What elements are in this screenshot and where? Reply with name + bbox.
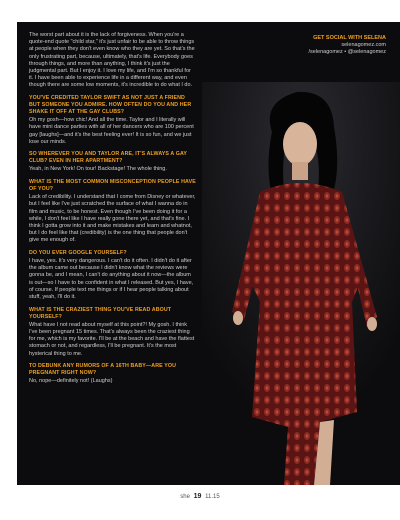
social-heading: GET SOCIAL WITH SELENA — [313, 35, 386, 41]
social-block — [308, 35, 386, 56]
social-site: selenagomez.com — [341, 42, 386, 48]
social-handles: /selenagomez • @selenagomez — [308, 49, 386, 55]
issue-date: 11.15 — [205, 494, 220, 500]
intro-paragraph: The worst part about it is the lack of forgiveness. When you're a quote-end quote "child star," it's just unfair to be able to throw things at people when they don't even know who they are yet. So that's the only frustrating part, because, ultimately, that's life. Everybody goes through things, and more than anything, I think it's just the judgmental part. But I enjoy it. I love my life, and I'm so thankful for it. I have been able to experience life in a different way, and even though there are some low moments, it's incredible to do what I do. — [29, 32, 195, 89]
answer-1: Oh my gosh—how chic! And all the time. Taylor and I literally will have mini dance parties with all of her dancers who are 100 percent gay [laughs]—and it's the best feeling ever! It is so fun, and we just lose our minds. — [29, 117, 194, 145]
answer-5: What have I not read about myself at this point?! My gosh. I think I've been pregnant 15 times. That's always been the craziest thing for me, which is my favorite. I'll be at the beach and have the flattest stomach or not, and regardless, I'll be pregnant. It's the most hysterical thing to me. — [29, 321, 195, 357]
dark-spread — [17, 22, 400, 485]
portrait-photo — [202, 82, 400, 485]
answer-3: Lack of credibility. I understand that I come from Disney or whatever, but I feel like I've just scratched the surface of what I wanna do in film and music, to be honest. Even though I've been doing it for a while, I don't feel like I have really gone there yet, and that's fine. I think I gotta grow into it and make mistakes and learn and whatnot, but I do feel like that (credibility) is the one thing that people don't give me enough of. — [29, 194, 196, 244]
interview-column — [29, 32, 196, 391]
question-1: YOU'VE CREDITED TAYLOR SWIFT AS NOT JUST A FRIEND BUT SOMEONE YOU ADMIRE. HOW OFTEN DO YOU AND HER SHAKE IT OFF AT THE GAY CLUBS? — [29, 95, 192, 116]
question-4: DO YOU EVER GOOGLE YOURSELF? — [29, 250, 127, 257]
question-5: WHAT IS THE CRAZIEST THING YOU'VE READ ABOUT YOURSELF? — [29, 306, 172, 320]
question-2: SO WHEREVER YOU AND TAYLOR ARE, IT'S ALWAYS A GAY CLUB? EVEN IN HER APARTMENT? — [29, 151, 187, 165]
question-3: WHAT IS THE MOST COMMON MISCONCEPTION PEOPLE HAVE OF YOU? — [29, 179, 196, 193]
answer-4: I have, yes. It's very dangerous. I can't do it often. I didn't do it after the album came out because I didn't know what the reviews were gonna be, and I mean, I can't do anything about it now—the album is out—so I have to be confident in what I released. But yes, I have, of course. If people text me things or if I hear people talking about stuff, yeah, I'll do it. — [29, 258, 194, 301]
question-6: TO DEBUNK ANY RUMORS OF A 16TH BABY—ARE YOU PREGNANT RIGHT NOW? — [29, 363, 177, 377]
footer-brand: she — [180, 494, 190, 500]
page-footer — [0, 493, 400, 500]
answer-2: Yeah, in New York! On tour! Backstage! The whole thing. — [29, 166, 167, 173]
answer-6: No, nope—definitely not! (Laughs) — [29, 378, 113, 385]
page-number: 19 — [193, 493, 202, 500]
